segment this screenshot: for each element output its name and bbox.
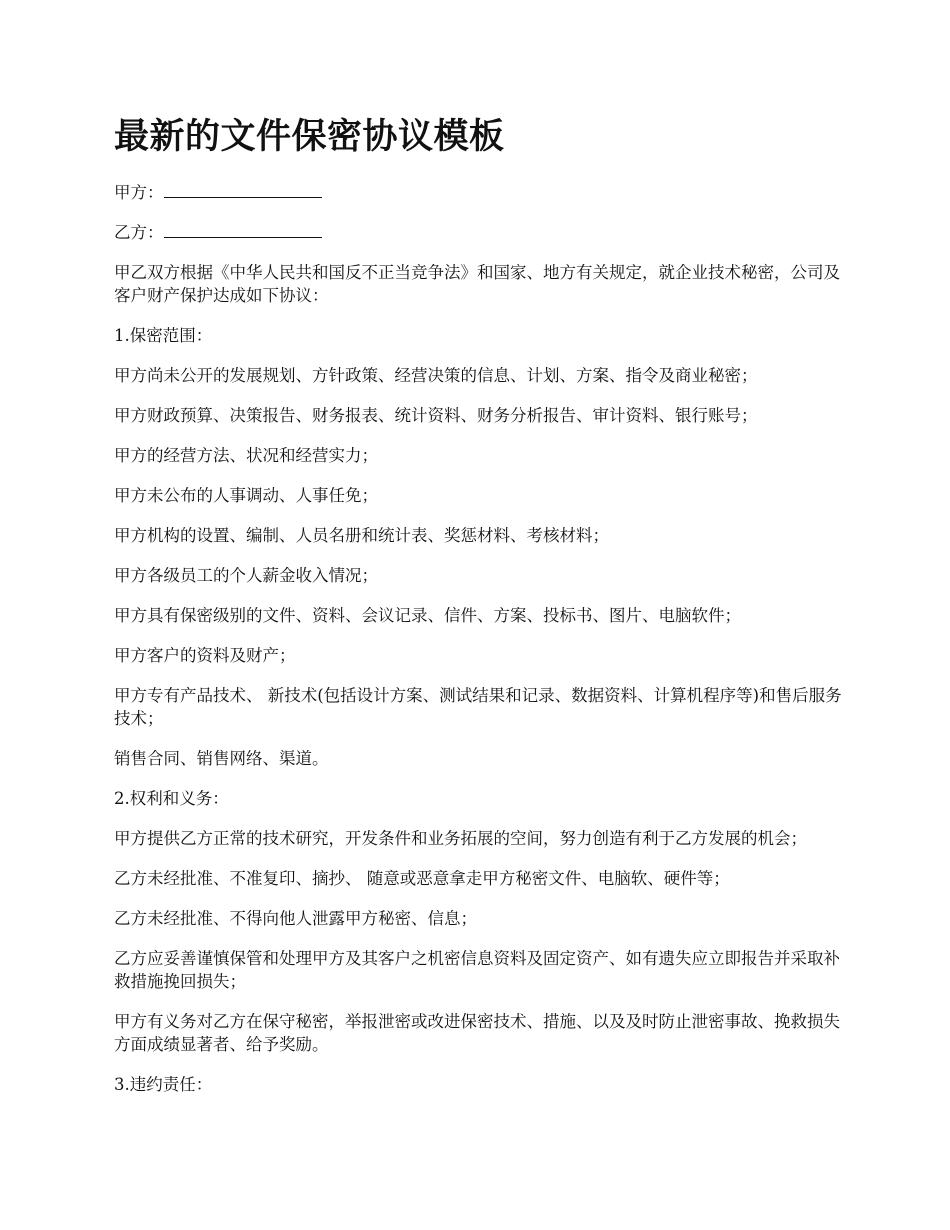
section-heading-liability: 3.违约责任： [114,1075,213,1094]
scope-item: 甲方各级员工的个人薪金收入情况； [114,566,378,585]
scope-item: 甲方未公布的人事调动、人事任免； [114,486,378,505]
scope-item: 甲方客户的资料及财产； [114,646,296,665]
document-page [114,112,854,1113]
scope-item: 甲方财政预算、决策报告、财务报表、统计资料、财务分析报告、审计资料、银行账号； [114,406,758,425]
section-heading-scope: 1.保密范围： [114,326,213,345]
scope-item: 甲方的经营方法、状况和经营实力； [114,446,378,465]
section-heading-rights: 2.权利和义务： [114,789,229,808]
party-a-line [114,181,854,204]
scope-item: 甲方专有产品技术、 新技术(包括设计方案、测试结果和记录、数据资料、计算机程序等)和售后服务技术； [114,686,842,728]
scope-item: 甲方机构的设置、编制、人员名册和统计表、奖惩材料、考核材料； [114,526,609,545]
rights-item: 甲方有义务对乙方在保守秘密，举报泄密或改进保密技术、措施、以及及时防止泄密事故、挽救损失方面成绩显著者、给予奖励。 [114,1012,840,1054]
scope-item: 甲方具有保密级别的文件、资料、会议记录、信件、方案、投标书、图片、电脑软件； [114,606,741,625]
party-b-label: 乙方： [114,223,164,242]
party-b-line [114,221,854,244]
party-b-blank [164,221,322,238]
party-a-blank [164,181,322,198]
rights-item: 乙方应妥善谨慎保管和处理甲方及其客户之机密信息资料及固定资产、如有遗失应立即报告并采取补救措施挽回损失； [114,949,840,991]
document-title: 最新的文件保密协议模板 [114,117,505,157]
party-a-label: 甲方： [114,183,164,202]
rights-item: 乙方未经批准、不准复印、摘抄、 随意或恶意拿走甲方秘密文件、电脑软、硬件等； [114,869,730,888]
scope-item: 甲方尚未公开的发展规划、方针政策、经营决策的信息、计划、方案、指令及商业秘密； [114,366,758,385]
intro-paragraph: 甲乙双方根据《中华人民共和国反不正当竞争法》和国家、地方有关规定，就企业技术秘密，公司及客户财产保护达成如下协议： [114,263,840,305]
rights-item: 乙方未经批准、不得向他人泄露甲方秘密、信息； [114,909,477,928]
rights-item: 甲方提供乙方正常的技术研究，开发条件和业务拓展的空间，努力创造有利于乙方发展的机会； [114,829,807,848]
scope-item: 销售合同、销售网络、渠道。 [114,749,329,768]
